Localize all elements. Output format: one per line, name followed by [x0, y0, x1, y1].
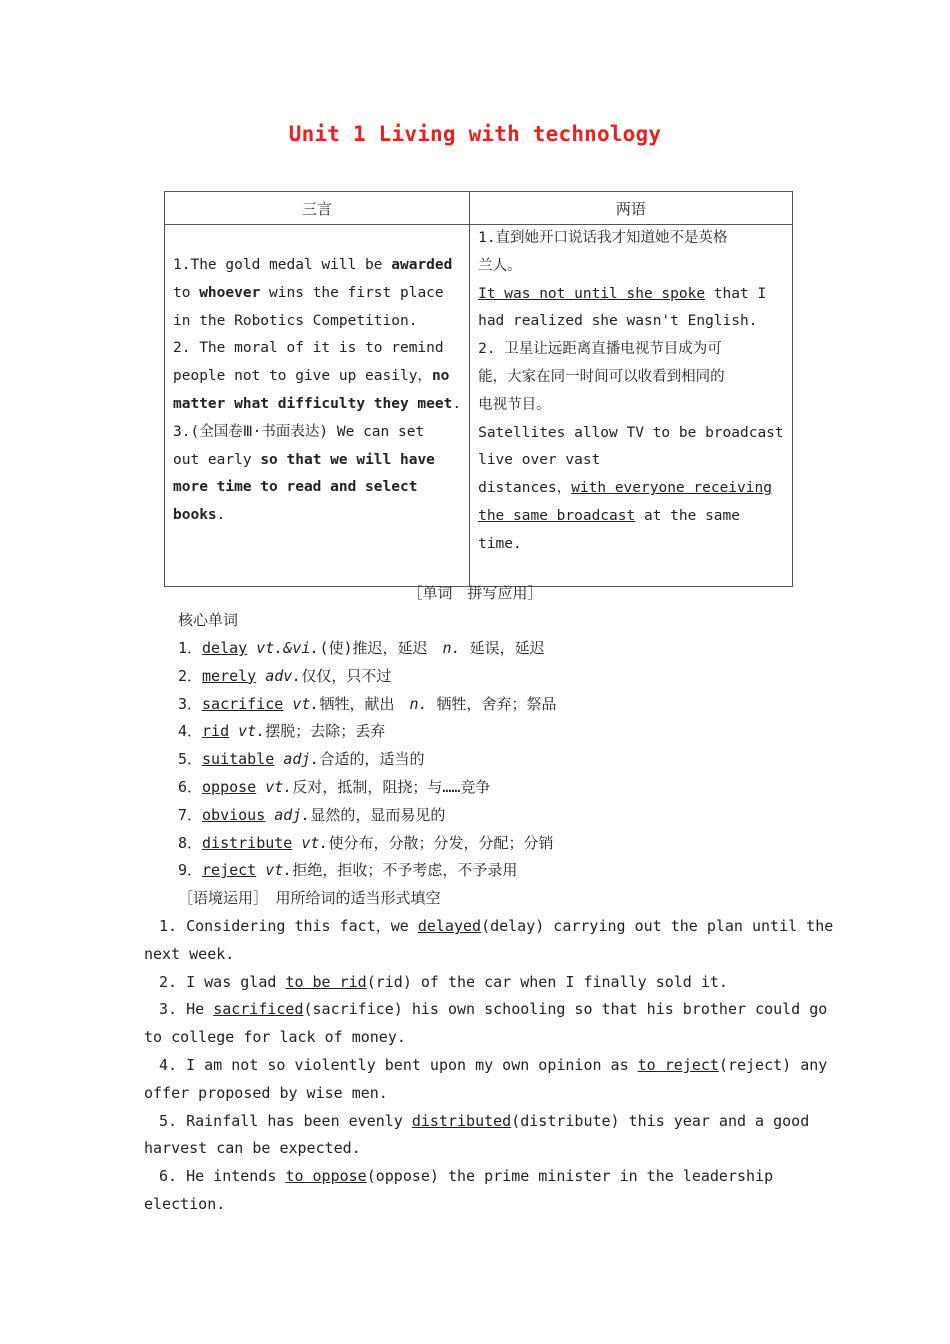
text-run: 合适的，适当的	[319, 750, 425, 769]
text-run: 牺牲，舍弃；祭品	[427, 694, 557, 713]
text-run: people not to give up easily，	[173, 368, 432, 385]
text-run: 1. Considering this fact，we	[144, 917, 418, 935]
text-run: Satellites allow TV to be broadcast	[478, 424, 784, 441]
exercise-item	[144, 1111, 810, 1131]
text-run: 2．	[178, 666, 203, 685]
exercise-continuation	[144, 1138, 810, 1158]
text-run: 3．	[178, 694, 203, 713]
text-run: distribute	[202, 833, 293, 852]
table-line	[478, 503, 784, 531]
text-run: sacrifice	[202, 694, 284, 713]
table-line	[478, 336, 784, 364]
text-run	[256, 667, 265, 685]
table-line	[173, 335, 461, 363]
text-run: delayed	[417, 917, 482, 935]
text-run: obvious	[202, 805, 266, 824]
text-run: live over vast	[478, 452, 601, 469]
text-run: It was not until she spoke	[478, 285, 706, 302]
text-run: more time to read and select	[173, 479, 418, 496]
word-item	[178, 805, 445, 825]
text-run: 6. He intends	[144, 1167, 286, 1186]
exercise-continuation	[144, 944, 810, 964]
text-run: vt.	[301, 833, 329, 852]
text-run: adj.	[283, 750, 320, 769]
text-run: n.	[409, 694, 428, 713]
word-item	[178, 777, 490, 797]
text-run	[265, 806, 274, 824]
text-run: adj.	[274, 805, 311, 824]
text-run: (使)推迟，延迟	[319, 639, 443, 657]
text-run: the same broadcast	[478, 507, 636, 524]
table-line	[173, 252, 461, 280]
context-heading: ［语境运用］ 用所给词的适当形式填空	[178, 889, 441, 907]
text-run: 延误，延迟	[460, 639, 545, 657]
text-run: harvest can be expected.	[144, 1139, 361, 1158]
word-item	[178, 860, 517, 880]
text-run: 显然的，显而易见的	[310, 805, 446, 824]
table-cell-right	[470, 225, 793, 587]
text-run: n.	[442, 639, 461, 657]
word-item	[178, 638, 545, 658]
text-run: reject	[202, 861, 257, 880]
text-run: (sacrifice) his own schooling so that his brother could go	[303, 1000, 828, 1019]
word-item	[178, 694, 557, 714]
text-run: 反对，抵制，阻挠；与……竞争	[292, 778, 491, 796]
text-run: 能，大家在同一时间可以收看到相同的	[478, 368, 725, 385]
text-run: merely	[202, 666, 257, 685]
text-run: offer proposed by wise men.	[144, 1083, 388, 1102]
table-line	[478, 447, 784, 475]
text-run: to oppose	[285, 1167, 367, 1186]
left-cell-lines	[173, 252, 461, 530]
table-line	[173, 502, 461, 530]
table-header-left: 三言	[165, 192, 470, 225]
text-run: 1．	[178, 639, 203, 657]
text-run	[274, 750, 283, 768]
exercise-continuation	[144, 1194, 810, 1214]
table-line	[173, 391, 461, 419]
table-line	[478, 253, 784, 281]
text-run: out early	[173, 451, 261, 468]
text-run: 1.The gold medal will be	[173, 257, 392, 273]
text-run: had realized she wasn't English.	[478, 313, 758, 330]
exercise-item	[144, 972, 810, 992]
text-run: 6．	[178, 778, 203, 796]
exercise-item	[144, 916, 834, 936]
table-line	[173, 280, 461, 308]
table-line	[478, 475, 784, 503]
text-run: sacrificed	[213, 1000, 304, 1019]
text-run: 2. 卫星让远距离直播电视节目成为可	[478, 341, 722, 358]
table-line	[173, 419, 461, 447]
right-cell-lines	[478, 225, 784, 559]
text-run	[229, 722, 238, 740]
text-run: 兰人。	[478, 257, 522, 274]
text-run: to	[173, 284, 200, 301]
text-run: 9．	[178, 861, 203, 880]
text-run: delay	[202, 639, 248, 657]
phrase-table	[164, 191, 793, 587]
text-run: .	[452, 395, 462, 412]
table-line	[478, 392, 784, 420]
text-run: 3. He	[144, 1000, 214, 1019]
text-run	[256, 861, 265, 879]
text-run: to be rid	[285, 972, 367, 991]
text-run: vt.&vi.	[256, 639, 320, 657]
table-header-right: 两语	[470, 192, 793, 225]
exercise-item	[144, 1055, 828, 1075]
text-run: (delay) carrying out the plan until the	[481, 917, 834, 935]
text-run: no	[431, 368, 450, 385]
text-run: matter what difficulty they meet	[173, 395, 453, 412]
text-run: 仅仅，只不过	[301, 666, 392, 685]
text-run: to college for lack of money.	[144, 1028, 406, 1047]
text-run: 8．	[178, 833, 203, 852]
text-run: 拒绝，拒收；不予考虑，不予录用	[292, 861, 518, 880]
page-title: Unit 1 Living with technology	[288, 122, 662, 146]
text-run: in the Robotics Competition.	[173, 312, 418, 329]
text-run: 2. I was glad	[144, 972, 286, 991]
text-run: (rid) of the car when I finally sold it.	[366, 972, 728, 991]
table-line	[478, 281, 784, 309]
exercise-continuation	[144, 1027, 810, 1047]
section-header: ［单词 拼写应用］	[407, 584, 543, 602]
table-line	[173, 308, 461, 336]
table-line	[173, 447, 461, 475]
text-run: distributed	[411, 1111, 512, 1130]
text-run: 3.(全国卷Ⅲ·书面表达) We can set	[173, 423, 425, 440]
exercise-continuation	[144, 1083, 810, 1103]
text-run: .	[216, 507, 226, 524]
word-item	[178, 666, 391, 686]
text-run: 7．	[178, 805, 203, 824]
text-run: rid	[202, 722, 230, 741]
text-run: wins the first place	[260, 284, 444, 301]
text-run: 摆脱；去除；丢弃	[265, 722, 386, 741]
text-run: next week.	[144, 944, 235, 963]
text-run: whoever	[199, 284, 261, 301]
word-item	[178, 721, 385, 741]
core-words-heading: 核心单词	[178, 611, 239, 629]
word-item	[178, 749, 424, 769]
word-item	[178, 833, 553, 853]
text-run: 5. Rainfall has been evenly	[144, 1111, 412, 1130]
text-run: (distribute) this year and a good	[511, 1111, 810, 1130]
exercise-item	[144, 1166, 810, 1186]
table-cell-left	[165, 225, 470, 587]
text-run: suitable	[202, 750, 275, 769]
exercise-item	[144, 999, 828, 1019]
table-line	[478, 531, 784, 559]
text-run: 5．	[178, 750, 203, 769]
text-run: time.	[478, 535, 522, 552]
table-line	[478, 420, 784, 448]
text-run: books	[173, 507, 217, 524]
text-run: 2. The moral of it is to remind	[173, 340, 444, 357]
text-run: vt.	[238, 722, 266, 741]
text-run: 牺牲，献出	[319, 694, 410, 713]
text-run: oppose	[202, 778, 257, 796]
text-run: election.	[144, 1195, 226, 1213]
text-run: 4. I am not so violently bent upon my own opinion as	[144, 1056, 638, 1074]
table-line	[478, 364, 784, 392]
table-line	[478, 225, 784, 253]
text-run: 电视节目。	[478, 396, 551, 413]
text-run: to reject	[637, 1056, 719, 1074]
text-run: vt.	[292, 694, 320, 713]
text-run: (reject) any	[718, 1056, 828, 1074]
text-run: distances，	[478, 480, 572, 497]
text-run: (oppose) the prime minister in the leadership	[366, 1167, 774, 1186]
text-run	[256, 778, 265, 796]
text-run: with everyone receiving	[571, 480, 772, 497]
text-run: 1.直到她开口说话我才知道她不是英格	[478, 230, 728, 246]
text-run: adv.	[265, 666, 302, 685]
text-run: 使分布，分散；分发，分配；分销	[328, 833, 554, 852]
text-run: that I	[705, 285, 767, 302]
text-run: awarded	[391, 257, 453, 273]
table-line	[173, 474, 461, 502]
text-run	[283, 695, 292, 713]
table-line	[478, 308, 784, 336]
text-run: vt.	[265, 861, 293, 880]
table-line	[173, 363, 461, 391]
text-run: at the same	[635, 507, 740, 524]
text-run	[247, 639, 256, 657]
text-run: 4．	[178, 722, 203, 741]
text-run: so that we will have	[260, 451, 435, 468]
text-run: vt.	[265, 778, 293, 796]
